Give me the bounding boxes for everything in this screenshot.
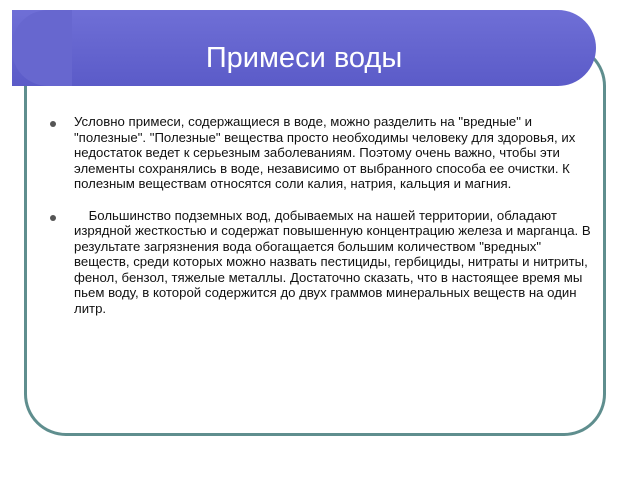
slide-content: [50, 114, 596, 332]
slide-title: Примеси воды: [205, 42, 403, 74]
bullet-item: [50, 114, 596, 192]
title-underline: [62, 92, 598, 94]
bullet-text: Условно примеси, содержащиеся в воде, можно разделить на "вредные" и "полезные". "Полезные" вещества просто необходимы человеку для здоровья, их недостаток ведет к серьезным заболеваниям. Поэтому очень важно, чтобы эти элементы сохранялись в воде, независимо от выбранного способа ее очистки. К полезным веществам относятся соли калия, натрия, кальция и магния.: [74, 114, 579, 191]
bullet-dot-icon: [50, 215, 56, 221]
title-banner: [12, 10, 596, 86]
bullet-item: [50, 208, 596, 317]
bullet-text: Большинство подземных вод, добываемых на нашей территории, обладают изрядной жесткостью и содержат повышенную концентрацию железа и марганца. В результате загрязнения вода обогащается большим количеством "вредных" веществ, среди которых можно назвать пестициды, гербициды, нитраты и нитриты, фенол, бензол, тяжелые металлы. Достаточно сказать, что в настоящее время мы пьем воду, в которой содержится до двух граммов минеральных веществ на один литр.: [74, 207, 595, 316]
bullet-dot-icon: [50, 121, 56, 127]
